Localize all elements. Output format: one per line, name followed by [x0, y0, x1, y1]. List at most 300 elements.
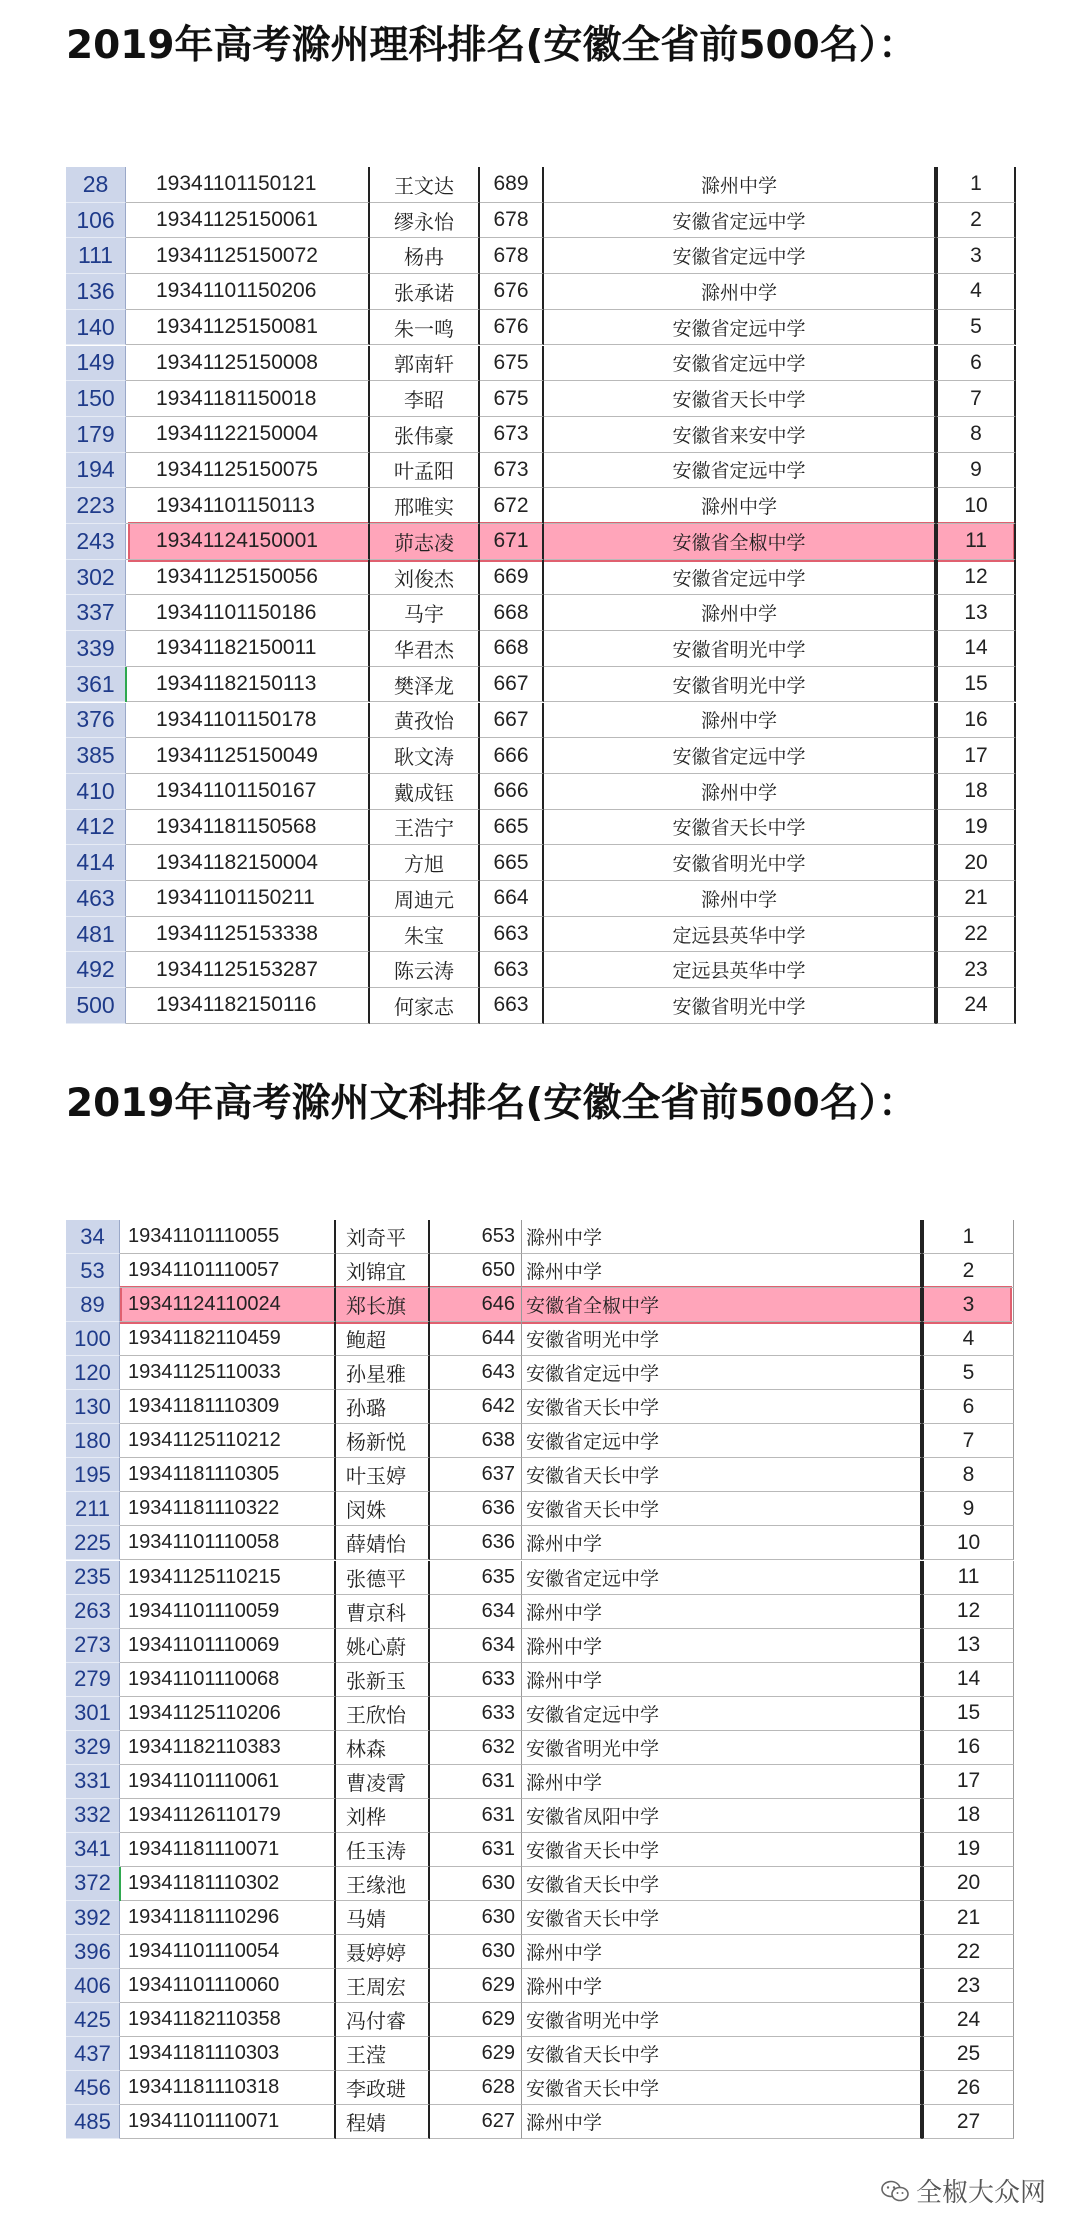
rank-cell: 16: [936, 703, 1016, 739]
student-name-cell: 马宇: [370, 595, 480, 631]
school-cell: 滁州中学: [522, 1254, 922, 1288]
rank-cell: 18: [922, 1799, 1014, 1833]
school-cell: 滁州中学: [544, 274, 936, 310]
score-cell: 650: [430, 1254, 522, 1288]
row-number-cell: 89: [66, 1288, 120, 1322]
rank-cell: 11: [922, 1561, 1014, 1595]
student-name-cell: 闵姝: [336, 1492, 430, 1526]
row-number-cell: 263: [66, 1595, 120, 1629]
row-number-cell: 339: [66, 631, 126, 667]
student-name-cell: 缪永怡: [370, 203, 480, 239]
student-name-cell: 曹京科: [336, 1595, 430, 1629]
school-cell: 滁州中学: [544, 488, 936, 524]
rank-cell: 22: [936, 917, 1016, 953]
row-number-cell: 53: [66, 1254, 120, 1288]
row-number-cell: 195: [66, 1458, 120, 1492]
student-name-cell: 张新玉: [336, 1663, 430, 1697]
liberal-arts-ranking-title: 2019年高考滁州文科排名(安徽全省前500名）：: [66, 1081, 918, 1126]
exam-id-cell: 19341101110054: [120, 1935, 336, 1969]
school-cell: 安徽省全椒中学: [544, 524, 936, 560]
row-number-cell: 140: [66, 310, 126, 346]
row-number-cell: 376: [66, 703, 126, 739]
row-number-cell: 396: [66, 1935, 120, 1969]
table-row: [0, 274, 1080, 310]
student-name-cell: 孙璐: [336, 1390, 430, 1424]
row-number-cell: 100: [66, 1322, 120, 1356]
school-cell: 安徽省天长中学: [522, 1390, 922, 1424]
row-number-cell: 180: [66, 1424, 120, 1458]
row-number-cell: 28: [66, 167, 126, 203]
rank-cell: 10: [936, 488, 1016, 524]
student-name-cell: 姚心蔚: [336, 1629, 430, 1663]
student-name-cell: 刘奇平: [336, 1220, 430, 1254]
exam-id-cell: 19341182150004: [126, 845, 370, 881]
row-number-cell: 485: [66, 2105, 120, 2139]
rank-cell: 12: [936, 560, 1016, 596]
rank-cell: 13: [922, 1629, 1014, 1663]
score-cell: 671: [480, 524, 544, 560]
exam-id-cell: 19341125150008: [126, 346, 370, 382]
student-name-cell: 杨冉: [370, 238, 480, 274]
score-cell: 636: [430, 1492, 522, 1526]
table-row: [0, 1356, 1080, 1390]
exam-id-cell: 19341124150001: [126, 524, 370, 560]
row-number-cell: 437: [66, 2037, 120, 2071]
school-cell: 安徽省全椒中学: [522, 1288, 922, 1322]
table-row: [0, 1254, 1080, 1288]
school-cell: 定远县英华中学: [544, 917, 936, 953]
table-row: [0, 703, 1080, 739]
table-row: [0, 810, 1080, 846]
school-cell: 安徽省天长中学: [522, 1833, 922, 1867]
row-number-cell: 223: [66, 488, 126, 524]
table-row: [0, 738, 1080, 774]
score-cell: 668: [480, 595, 544, 631]
rank-cell: 16: [922, 1731, 1014, 1765]
exam-id-cell: 19341125150072: [126, 238, 370, 274]
table-row: [0, 1833, 1080, 1867]
school-cell: 安徽省明光中学: [544, 845, 936, 881]
student-name-cell: 杨新悦: [336, 1424, 430, 1458]
school-cell: 安徽省天长中学: [522, 2037, 922, 2071]
rank-cell: 10: [922, 1526, 1014, 1560]
score-cell: 665: [480, 845, 544, 881]
selection-marker: [125, 667, 127, 703]
exam-id-cell: 19341101110057: [120, 1254, 336, 1288]
student-name-cell: 周迪元: [370, 881, 480, 917]
exam-id-cell: 19341182110383: [120, 1731, 336, 1765]
rank-cell: 2: [922, 1254, 1014, 1288]
rank-cell: 1: [936, 167, 1016, 203]
student-name-cell: 王欣怡: [336, 1697, 430, 1731]
table-row: [0, 1799, 1080, 1833]
table-row: [0, 346, 1080, 382]
table-row: [0, 1629, 1080, 1663]
table-row: [0, 524, 1080, 560]
score-cell: 637: [430, 1458, 522, 1492]
table-row: [0, 560, 1080, 596]
table-row: [0, 1935, 1080, 1969]
exam-id-cell: 19341124110024: [120, 1288, 336, 1322]
row-number-cell: 372: [66, 1867, 120, 1901]
student-name-cell: 方旭: [370, 845, 480, 881]
student-name-cell: 朱一鸣: [370, 310, 480, 346]
student-name-cell: 张德平: [336, 1561, 430, 1595]
student-name-cell: 叶玉婷: [336, 1458, 430, 1492]
school-cell: 安徽省天长中学: [522, 2071, 922, 2105]
table-row: [0, 417, 1080, 453]
student-name-cell: 林森: [336, 1731, 430, 1765]
table-row: [0, 2105, 1080, 2139]
rank-cell: 23: [936, 952, 1016, 988]
score-cell: 633: [430, 1697, 522, 1731]
row-number-cell: 273: [66, 1629, 120, 1663]
table-row: [0, 1492, 1080, 1526]
row-number-cell: 225: [66, 1526, 120, 1560]
score-cell: 634: [430, 1629, 522, 1663]
student-name-cell: 郑长旗: [336, 1288, 430, 1322]
school-cell: 安徽省明光中学: [544, 988, 936, 1024]
exam-id-cell: 19341101110060: [120, 1969, 336, 2003]
table-row: [0, 1595, 1080, 1629]
exam-id-cell: 19341181110302: [120, 1867, 336, 1901]
school-cell: 安徽省天长中学: [544, 381, 936, 417]
score-cell: 633: [430, 1663, 522, 1697]
score-cell: 678: [480, 203, 544, 239]
exam-id-cell: 19341181110303: [120, 2037, 336, 2071]
student-name-cell: 郭南轩: [370, 346, 480, 382]
exam-id-cell: 19341101110055: [120, 1220, 336, 1254]
rank-cell: 19: [936, 810, 1016, 846]
exam-id-cell: 19341101150167: [126, 774, 370, 810]
row-number-cell: 149: [66, 346, 126, 382]
rank-cell: 3: [922, 1288, 1014, 1322]
row-number-cell: 302: [66, 560, 126, 596]
school-cell: 滁州中学: [522, 2105, 922, 2139]
student-name-cell: 刘桦: [336, 1799, 430, 1833]
score-cell: 675: [480, 346, 544, 382]
table-row: [0, 1663, 1080, 1697]
exam-id-cell: 19341101110071: [120, 2105, 336, 2139]
school-cell: 滁州中学: [544, 595, 936, 631]
rank-cell: 6: [936, 346, 1016, 382]
rank-cell: 24: [922, 2003, 1014, 2037]
student-name-cell: 马婧: [336, 1901, 430, 1935]
student-name-cell: 邢唯实: [370, 488, 480, 524]
rank-cell: 4: [922, 1322, 1014, 1356]
score-cell: 643: [430, 1356, 522, 1390]
student-name-cell: 刘锦宜: [336, 1254, 430, 1288]
table-row: [0, 1424, 1080, 1458]
student-name-cell: 张承诺: [370, 274, 480, 310]
rank-cell: 21: [936, 881, 1016, 917]
exam-id-cell: 19341101110069: [120, 1629, 336, 1663]
school-cell: 安徽省明光中学: [544, 667, 936, 703]
school-cell: 安徽省定远中学: [522, 1356, 922, 1390]
table-row: [0, 2071, 1080, 2105]
student-name-cell: 王文达: [370, 167, 480, 203]
row-number-cell: 211: [66, 1492, 120, 1526]
score-cell: 664: [480, 881, 544, 917]
exam-id-cell: 19341125153287: [126, 952, 370, 988]
table-row: [0, 203, 1080, 239]
student-name-cell: 冯付睿: [336, 2003, 430, 2037]
score-cell: 666: [480, 738, 544, 774]
row-number-cell: 392: [66, 1901, 120, 1935]
school-cell: 安徽省定远中学: [522, 1697, 922, 1731]
student-name-cell: 聂婷婷: [336, 1935, 430, 1969]
rank-cell: 5: [922, 1356, 1014, 1390]
school-cell: 滁州中学: [544, 881, 936, 917]
score-cell: 627: [430, 2105, 522, 2139]
exam-id-cell: 19341125150049: [126, 738, 370, 774]
school-cell: 安徽省天长中学: [522, 1492, 922, 1526]
row-number-cell: 500: [66, 988, 126, 1024]
rank-cell: 20: [936, 845, 1016, 881]
exam-id-cell: 19341125110033: [120, 1356, 336, 1390]
rank-cell: 3: [936, 238, 1016, 274]
exam-id-cell: 19341125110212: [120, 1424, 336, 1458]
row-number-cell: 329: [66, 1731, 120, 1765]
student-name-cell: 王缘池: [336, 1867, 430, 1901]
student-name-cell: 耿文涛: [370, 738, 480, 774]
score-cell: 638: [430, 1424, 522, 1458]
row-number-cell: 243: [66, 524, 126, 560]
exam-id-cell: 19341101150113: [126, 488, 370, 524]
school-cell: 安徽省定远中学: [544, 560, 936, 596]
score-cell: 642: [430, 1390, 522, 1424]
exam-id-cell: 19341122150004: [126, 417, 370, 453]
score-cell: 667: [480, 667, 544, 703]
score-cell: 635: [430, 1561, 522, 1595]
table-row: [0, 1458, 1080, 1492]
score-cell: 644: [430, 1322, 522, 1356]
score-cell: 667: [480, 703, 544, 739]
exam-id-cell: 19341125150075: [126, 453, 370, 489]
row-number-cell: 492: [66, 952, 126, 988]
watermark-text: 全椒大众网: [916, 2178, 1047, 2208]
rank-cell: 4: [936, 274, 1016, 310]
exam-id-cell: 19341126110179: [120, 1799, 336, 1833]
school-cell: 滁州中学: [522, 1220, 922, 1254]
score-cell: 646: [430, 1288, 522, 1322]
student-name-cell: 王周宏: [336, 1969, 430, 2003]
school-cell: 滁州中学: [522, 1969, 922, 2003]
row-number-cell: 111: [66, 238, 126, 274]
table-row: [0, 917, 1080, 953]
exam-id-cell: 19341125150056: [126, 560, 370, 596]
exam-id-cell: 19341182110358: [120, 2003, 336, 2037]
rank-cell: 2: [936, 203, 1016, 239]
exam-id-cell: 19341125110215: [120, 1561, 336, 1595]
student-name-cell: 程婧: [336, 2105, 430, 2139]
rank-cell: 25: [922, 2037, 1014, 2071]
rank-cell: 24: [936, 988, 1016, 1024]
rank-cell: 11: [936, 524, 1016, 560]
row-number-cell: 412: [66, 810, 126, 846]
rank-cell: 12: [922, 1595, 1014, 1629]
rank-cell: 22: [922, 1935, 1014, 1969]
score-cell: 653: [430, 1220, 522, 1254]
school-cell: 安徽省定远中学: [544, 346, 936, 382]
score-cell: 672: [480, 488, 544, 524]
row-number-cell: 120: [66, 1356, 120, 1390]
table-row: [0, 2003, 1080, 2037]
score-cell: 673: [480, 417, 544, 453]
student-name-cell: 鲍超: [336, 1322, 430, 1356]
score-cell: 673: [480, 453, 544, 489]
table-row: [0, 631, 1080, 667]
score-cell: 629: [430, 2037, 522, 2071]
school-cell: 安徽省定远中学: [544, 203, 936, 239]
row-number-cell: 481: [66, 917, 126, 953]
table-row: [0, 1390, 1080, 1424]
rank-cell: 17: [922, 1765, 1014, 1799]
table-row: [0, 1220, 1080, 1254]
score-cell: 665: [480, 810, 544, 846]
exam-id-cell: 19341181150018: [126, 381, 370, 417]
row-number-cell: 136: [66, 274, 126, 310]
rank-cell: 23: [922, 1969, 1014, 2003]
student-name-cell: 华君杰: [370, 631, 480, 667]
school-cell: 滁州中学: [522, 1663, 922, 1697]
rank-cell: 21: [922, 1901, 1014, 1935]
row-number-cell: 332: [66, 1799, 120, 1833]
row-number-cell: 361: [66, 667, 126, 703]
exam-id-cell: 19341101110058: [120, 1526, 336, 1560]
rank-cell: 7: [936, 381, 1016, 417]
table-row: [0, 488, 1080, 524]
exam-id-cell: 19341181110305: [120, 1458, 336, 1492]
row-number-cell: 279: [66, 1663, 120, 1697]
exam-id-cell: 19341101110068: [120, 1663, 336, 1697]
score-cell: 631: [430, 1799, 522, 1833]
exam-id-cell: 19341101150121: [126, 167, 370, 203]
school-cell: 安徽省定远中学: [544, 738, 936, 774]
school-cell: 滁州中学: [522, 1765, 922, 1799]
table-row: [0, 667, 1080, 703]
table-row: [0, 1731, 1080, 1765]
student-name-cell: 刘俊杰: [370, 560, 480, 596]
score-cell: 663: [480, 988, 544, 1024]
table-row: [0, 881, 1080, 917]
row-number-cell: 194: [66, 453, 126, 489]
school-cell: 安徽省天长中学: [522, 1901, 922, 1935]
student-name-cell: 李昭: [370, 381, 480, 417]
score-cell: 631: [430, 1833, 522, 1867]
score-cell: 628: [430, 2071, 522, 2105]
school-cell: 滁州中学: [522, 1595, 922, 1629]
school-cell: 安徽省定远中学: [522, 1561, 922, 1595]
student-name-cell: 张伟豪: [370, 417, 480, 453]
school-cell: 滁州中学: [522, 1935, 922, 1969]
rank-cell: 7: [922, 1424, 1014, 1458]
rank-cell: 8: [922, 1458, 1014, 1492]
table-row: [0, 595, 1080, 631]
student-name-cell: 何家志: [370, 988, 480, 1024]
score-cell: 629: [430, 2003, 522, 2037]
score-cell: 663: [480, 917, 544, 953]
exam-id-cell: 19341101110061: [120, 1765, 336, 1799]
table-row: [0, 381, 1080, 417]
row-number-cell: 179: [66, 417, 126, 453]
rank-cell: 19: [922, 1833, 1014, 1867]
exam-id-cell: 19341182110459: [120, 1322, 336, 1356]
score-cell: 676: [480, 274, 544, 310]
student-name-cell: 戴成钰: [370, 774, 480, 810]
student-name-cell: 朱宝: [370, 917, 480, 953]
rank-cell: 15: [922, 1697, 1014, 1731]
rank-cell: 15: [936, 667, 1016, 703]
exam-id-cell: 19341101150206: [126, 274, 370, 310]
school-cell: 安徽省定远中学: [544, 238, 936, 274]
exam-id-cell: 19341182150116: [126, 988, 370, 1024]
school-cell: 安徽省定远中学: [544, 310, 936, 346]
row-number-cell: 406: [66, 1969, 120, 2003]
rank-cell: 20: [922, 1867, 1014, 1901]
exam-id-cell: 19341125150061: [126, 203, 370, 239]
school-cell: 安徽省明光中学: [544, 631, 936, 667]
table-row: [0, 1867, 1080, 1901]
table-row: [0, 1901, 1080, 1935]
row-number-cell: 341: [66, 1833, 120, 1867]
exam-id-cell: 19341181110322: [120, 1492, 336, 1526]
student-name-cell: 王浩宁: [370, 810, 480, 846]
rank-cell: 5: [936, 310, 1016, 346]
student-name-cell: 曹凌霄: [336, 1765, 430, 1799]
exam-id-cell: 19341181110309: [120, 1390, 336, 1424]
table-row: [0, 453, 1080, 489]
student-name-cell: 叶孟阳: [370, 453, 480, 489]
rank-cell: 13: [936, 595, 1016, 631]
exam-id-cell: 19341101150178: [126, 703, 370, 739]
school-cell: 定远县英华中学: [544, 952, 936, 988]
school-cell: 滁州中学: [522, 1629, 922, 1663]
rank-cell: 9: [922, 1492, 1014, 1526]
science-ranking-title: 2019年高考滁州理科排名(安徽全省前500名）：: [66, 23, 918, 68]
exam-id-cell: 19341125153338: [126, 917, 370, 953]
rank-cell: 14: [936, 631, 1016, 667]
table-row: [0, 1765, 1080, 1799]
row-number-cell: 456: [66, 2071, 120, 2105]
table-row: [0, 1561, 1080, 1595]
exam-id-cell: 19341182150011: [126, 631, 370, 667]
student-name-cell: 任玉涛: [336, 1833, 430, 1867]
rank-cell: 14: [922, 1663, 1014, 1697]
school-cell: 安徽省天长中学: [522, 1867, 922, 1901]
row-number-cell: 106: [66, 203, 126, 239]
row-number-cell: 34: [66, 1220, 120, 1254]
table-row: [0, 845, 1080, 881]
table-row: [0, 952, 1080, 988]
student-name-cell: 薛婧怡: [336, 1526, 430, 1560]
table-row: [0, 1288, 1080, 1322]
rank-cell: 6: [922, 1390, 1014, 1424]
school-cell: 滁州中学: [544, 167, 936, 203]
school-cell: 滁州中学: [522, 1526, 922, 1560]
student-name-cell: 陈云涛: [370, 952, 480, 988]
score-cell: 676: [480, 310, 544, 346]
rank-cell: 17: [936, 738, 1016, 774]
table-row: [0, 988, 1080, 1024]
wechat-icon: [880, 2179, 910, 2203]
table-row: [0, 774, 1080, 810]
table-row: [0, 238, 1080, 274]
score-cell: 629: [430, 1969, 522, 2003]
rank-cell: 1: [922, 1220, 1014, 1254]
school-cell: 安徽省凤阳中学: [522, 1799, 922, 1833]
row-number-cell: 235: [66, 1561, 120, 1595]
